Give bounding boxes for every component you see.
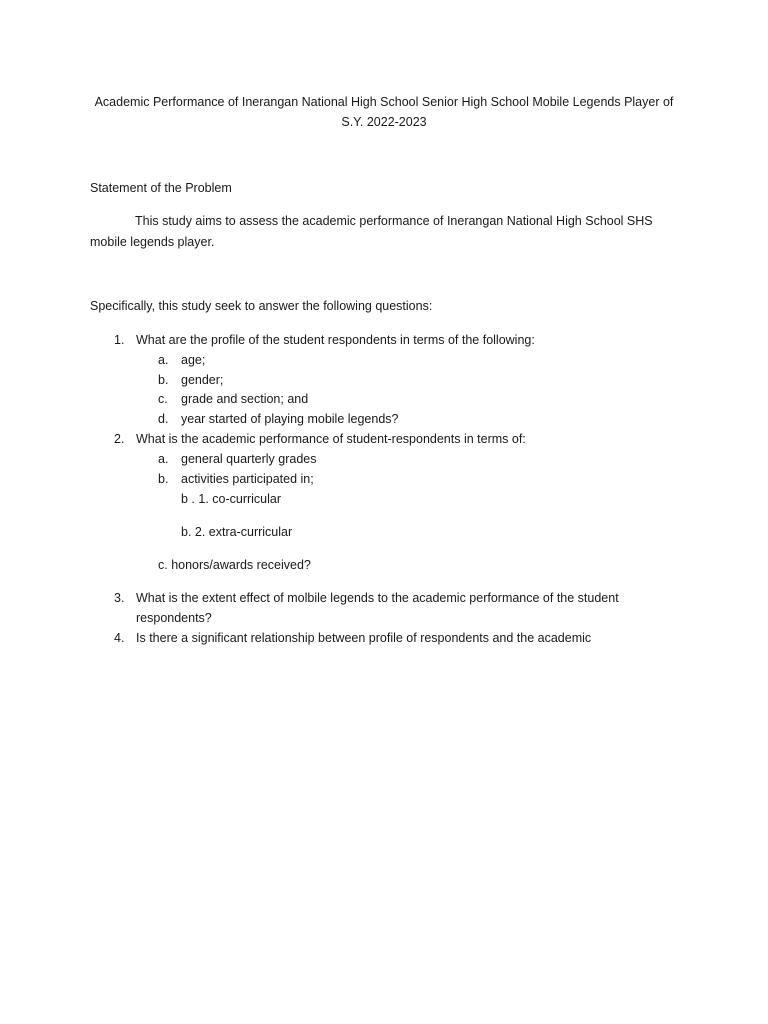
question-2a-letter: a. (158, 452, 169, 466)
question-2a-text: general quarterly grades (181, 452, 317, 466)
question-2b-text: activities participated in; (181, 472, 314, 486)
question-3-text-line-2: respondents? (136, 611, 212, 625)
section-heading: Statement of the Problem (90, 181, 232, 195)
question-4-number: 4. (114, 631, 125, 645)
question-1b-text: gender; (181, 373, 224, 387)
question-2b1-text: b . 1. co-curricular (181, 492, 282, 506)
question-1d-text: year started of playing mobile legends? (181, 412, 399, 426)
document-title-line-1: Academic Performance of Inerangan National High School Senior High School Mobile Legends Player of (94, 95, 674, 109)
question-1a-letter: a. (158, 353, 169, 367)
document-title-line-2: S.Y. 2022-2023 (341, 115, 427, 129)
question-1c-letter: c. (158, 392, 168, 406)
question-2b2-text: b. 2. extra-curricular (181, 525, 293, 539)
question-4-text: Is there a significant relationship between profile of respondents and the academic (136, 631, 592, 645)
question-2-number: 2. (114, 432, 125, 446)
question-3-number: 3. (114, 591, 125, 605)
question-1a-text: age; (181, 353, 206, 367)
question-1c-text: grade and section; and (181, 392, 309, 406)
question-2b-letter: b. (158, 472, 169, 486)
question-2-text: What is the academic performance of student-respondents in terms of: (136, 432, 526, 446)
intro-paragraph-line-2: mobile legends player. (90, 235, 215, 249)
question-1b-letter: b. (158, 373, 169, 387)
intro-paragraph-line-1: This study aims to assess the academic performance of Inerangan National High School SHS (135, 214, 653, 228)
question-3-text-line-1: What is the extent effect of molbile legends to the academic performance of the student (136, 591, 619, 605)
question-2c-text: c. honors/awards received? (158, 558, 311, 572)
question-1d-letter: d. (158, 412, 169, 426)
question-1-number: 1. (114, 333, 125, 347)
question-1-text: What are the profile of the student respondents in terms of the following: (136, 333, 535, 347)
specifically-paragraph: Specifically, this study seek to answer the following questions: (90, 299, 433, 313)
